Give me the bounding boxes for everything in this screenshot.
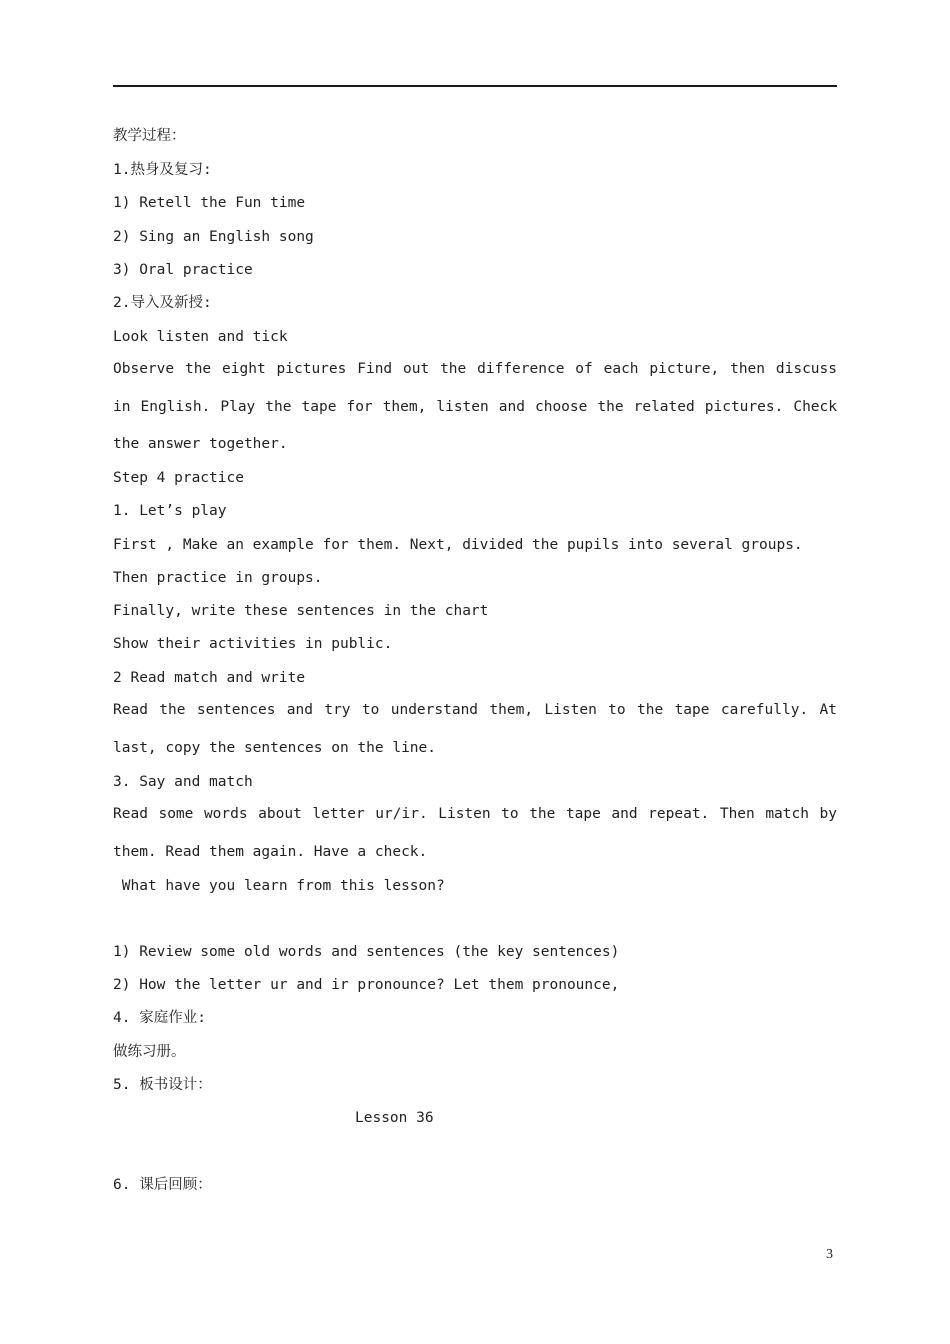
step-heading-practice: Step 4 practice — [113, 470, 244, 486]
text-line: Look listen and tick — [113, 329, 288, 345]
text-line: Show their activities in public. — [113, 636, 393, 652]
step-heading-warmup: 1.热身及复习: — [113, 162, 212, 178]
paragraph: Read some words about letter ur/ir. Listen to the tape and repeat. Then match by them. Read them again. Have a check. — [113, 806, 837, 860]
step-heading-presentation: 2.导入及新授: — [113, 295, 212, 311]
text-line: Then practice in groups. — [113, 570, 323, 586]
page-number: 3 — [826, 1247, 833, 1262]
list-item: 2) How the letter ur and ir pronounce? Let them pronounce, — [113, 977, 620, 993]
list-item: 1) Retell the Fun time — [113, 195, 306, 211]
text-line: 做练习册。 — [113, 1044, 186, 1060]
text-line: Finally, write these sentences in the chart — [113, 603, 489, 619]
board-lesson-title: Lesson 36 — [355, 1110, 434, 1126]
section-heading-teaching-process: 教学过程： — [113, 128, 186, 144]
step-heading-board-design: 5. 板书设计： — [113, 1077, 212, 1093]
paragraph: Read the sentences and try to understand them, Listen to the tape carefully. At last, copy the sentences on the line. — [113, 702, 837, 756]
list-item: 2) Sing an English song — [113, 229, 314, 245]
list-item: 1. Let’s play — [113, 503, 227, 519]
text-line: First , Make an example for them. Next, divided the pupils into several groups. — [113, 537, 803, 553]
step-heading-homework: 4. 家庭作业: — [113, 1010, 206, 1026]
step-heading-reflection: 6. 课后回顾： — [113, 1177, 212, 1193]
list-item: 1) Review some old words and sentences (the key sentences) — [113, 944, 620, 960]
header-rule — [113, 85, 837, 87]
list-item: 3. Say and match — [113, 774, 253, 790]
list-item: 2 Read match and write — [113, 670, 306, 686]
paragraph: Observe the eight pictures Find out the difference of each picture, then discuss in English. Play the tape for them, listen and choose the related pictures. Check the answer together. — [113, 361, 837, 452]
text-line: What have you learn from this lesson? — [113, 878, 445, 894]
list-item: 3) Oral practice — [113, 262, 253, 278]
